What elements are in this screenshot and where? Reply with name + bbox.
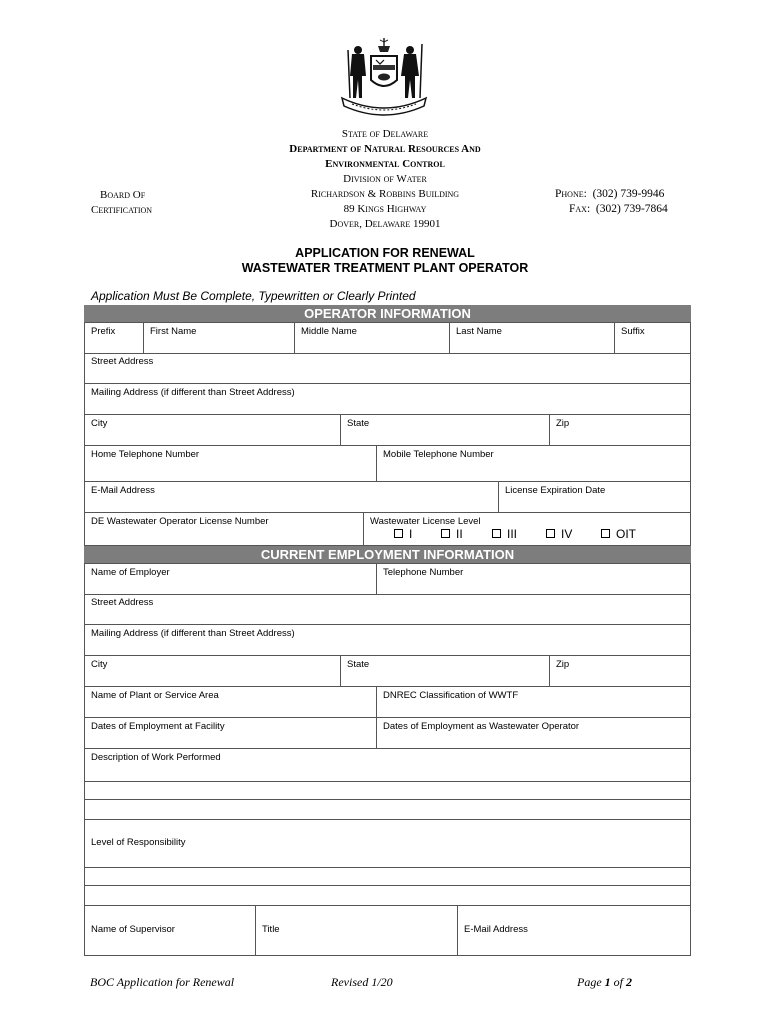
employment-section-heading: CURRENT EMPLOYMENT INFORMATION (84, 546, 691, 563)
level-i-checkbox[interactable]: I (394, 527, 412, 541)
employer-state-label: State (347, 659, 370, 670)
page-total: 2 (626, 975, 632, 989)
employer-zip-field[interactable] (550, 656, 690, 686)
prefix-field[interactable] (85, 323, 144, 353)
supervisor-title-label: Title (262, 924, 280, 935)
employer-city-row (84, 656, 691, 687)
employer-row (84, 563, 691, 595)
middle-name-label: Middle Name (301, 326, 357, 337)
operator-street-label: Street Address (91, 356, 154, 367)
description-line-3[interactable] (84, 800, 691, 820)
dnrec-class-label: DNREC Classification of WWTF (383, 690, 519, 701)
employer-zip-label: Zip (556, 659, 570, 670)
level-oit-checkbox[interactable]: OIT (601, 527, 636, 541)
header-state: State of Delaware (341, 128, 429, 140)
middle-name-field[interactable] (295, 323, 450, 353)
header-department-line2: Environmental Control (325, 158, 445, 170)
employer-street-field[interactable] (84, 594, 691, 625)
mobile-phone-label: Mobile Telephone Number (383, 449, 494, 460)
dates-operator-label: Dates of Employment as Wastewater Operator (383, 721, 580, 732)
operator-zip-label: Zip (556, 418, 570, 429)
fax-line (569, 202, 668, 217)
board-line1: Board Of (100, 189, 146, 201)
board-line2: Certification (91, 204, 153, 216)
level-iii-checkbox[interactable]: III (492, 527, 517, 541)
employer-name-label: Name of Employer (91, 567, 170, 578)
phone-line (555, 187, 664, 202)
checkbox-icon (546, 529, 555, 538)
plant-row (84, 687, 691, 718)
dnrec-class-field[interactable] (377, 687, 690, 717)
description-field[interactable] (84, 749, 691, 782)
employer-name-field[interactable] (85, 564, 377, 594)
phone-label: Phone: (555, 188, 587, 200)
header-division: Division of Water (343, 173, 427, 185)
operator-state-field[interactable] (341, 415, 550, 445)
page-of: of (610, 975, 626, 989)
last-name-label: Last Name (456, 326, 502, 337)
operator-mailing-label: Mailing Address (if different than Street Address) (91, 387, 295, 398)
operator-zip-field[interactable] (550, 415, 690, 445)
checkbox-icon (441, 529, 450, 538)
phone-number: (302) 739-9946 (592, 188, 665, 200)
plant-name-field[interactable] (85, 687, 377, 717)
license-expiration-field[interactable] (499, 482, 690, 512)
responsibility-line-2[interactable] (84, 868, 691, 886)
footer-revision: Revised 1/20 (331, 975, 393, 989)
footer-page-number (577, 975, 632, 990)
license-number-label: DE Wastewater Operator License Number (91, 516, 269, 527)
license-level-field (364, 513, 690, 545)
operator-email-label: E-Mail Address (91, 485, 155, 496)
operator-section-heading: OPERATOR INFORMATION (84, 305, 691, 322)
dates-operator-field[interactable] (377, 718, 690, 748)
description-line-2[interactable] (84, 782, 691, 800)
header-city: Dover, Delaware 19901 (329, 218, 441, 230)
dates-facility-field[interactable] (85, 718, 377, 748)
employer-phone-label: Telephone Number (383, 567, 464, 578)
description-label: Description of Work Performed (91, 752, 221, 763)
supervisor-name-label: Name of Supervisor (91, 924, 175, 935)
page-current: 1 (604, 975, 611, 989)
suffix-label: Suffix (621, 326, 645, 337)
header-building: Richardson & Robbins Building (310, 188, 460, 200)
employer-phone-field[interactable] (377, 564, 690, 594)
operator-mailing-field[interactable] (84, 384, 691, 415)
checkbox-icon (492, 529, 501, 538)
supervisor-title-field[interactable] (256, 906, 458, 955)
header-department-line1: Department of Natural Resources And (289, 143, 481, 155)
dates-facility-label: Dates of Employment at Facility (91, 721, 225, 732)
operator-city-row (84, 415, 691, 446)
home-phone-field[interactable] (85, 446, 377, 481)
supervisor-email-field[interactable] (458, 906, 690, 955)
dates-row (84, 718, 691, 749)
license-level-label: Wastewater License Level (370, 516, 481, 527)
phone-row (84, 446, 691, 482)
supervisor-row (84, 906, 691, 956)
instruction-text: Application Must Be Complete, Typewritten or Clearly Printed (91, 289, 416, 303)
responsibility-line-3[interactable] (84, 886, 691, 906)
home-phone-label: Home Telephone Number (91, 449, 200, 460)
name-row (84, 322, 691, 354)
footer-form-name: BOC Application for Renewal (90, 975, 235, 989)
employer-mailing-field[interactable] (84, 625, 691, 656)
checkbox-icon (394, 529, 403, 538)
suffix-field[interactable] (615, 323, 690, 353)
fax-label: Fax: (569, 203, 591, 215)
prefix-label: Prefix (91, 326, 116, 337)
fax-number: (302) 739-7864 (595, 203, 668, 215)
employer-state-field[interactable] (341, 656, 550, 686)
mobile-phone-field[interactable] (377, 446, 690, 481)
license-number-field[interactable] (85, 513, 364, 545)
state-seal-logo (338, 36, 430, 118)
operator-street-field[interactable] (84, 353, 691, 384)
license-row (84, 513, 691, 546)
operator-state-label: State (347, 418, 370, 429)
email-row (84, 482, 691, 513)
responsibility-label: Level of Responsibility (91, 837, 186, 848)
level-ii-checkbox[interactable]: II (441, 527, 463, 541)
supervisor-email-label: E-Mail Address (464, 924, 528, 935)
header-street: 89 Kings Highway (343, 203, 427, 215)
operator-city-field[interactable] (85, 415, 341, 445)
page-prefix: Page (577, 975, 605, 989)
supervisor-name-field[interactable] (85, 906, 256, 955)
responsibility-field[interactable] (84, 820, 691, 868)
form-title-line1: APPLICATION FOR RENEWAL (295, 246, 475, 260)
employer-mailing-label: Mailing Address (if different than Street Address) (91, 628, 295, 639)
employer-street-label: Street Address (91, 597, 154, 608)
checkbox-icon (601, 529, 610, 538)
form-title-line2: WASTEWATER TREATMENT PLANT OPERATOR (241, 261, 529, 275)
level-iv-checkbox[interactable]: IV (546, 527, 572, 541)
plant-name-label: Name of Plant or Service Area (91, 690, 219, 701)
employer-city-label: City (91, 659, 108, 670)
operator-email-field[interactable] (85, 482, 499, 512)
employer-city-field[interactable] (85, 656, 341, 686)
operator-city-label: City (91, 418, 108, 429)
first-name-label: First Name (150, 326, 197, 337)
license-expiration-label: License Expiration Date (505, 485, 606, 496)
last-name-field[interactable] (450, 323, 615, 353)
first-name-field[interactable] (144, 323, 295, 353)
